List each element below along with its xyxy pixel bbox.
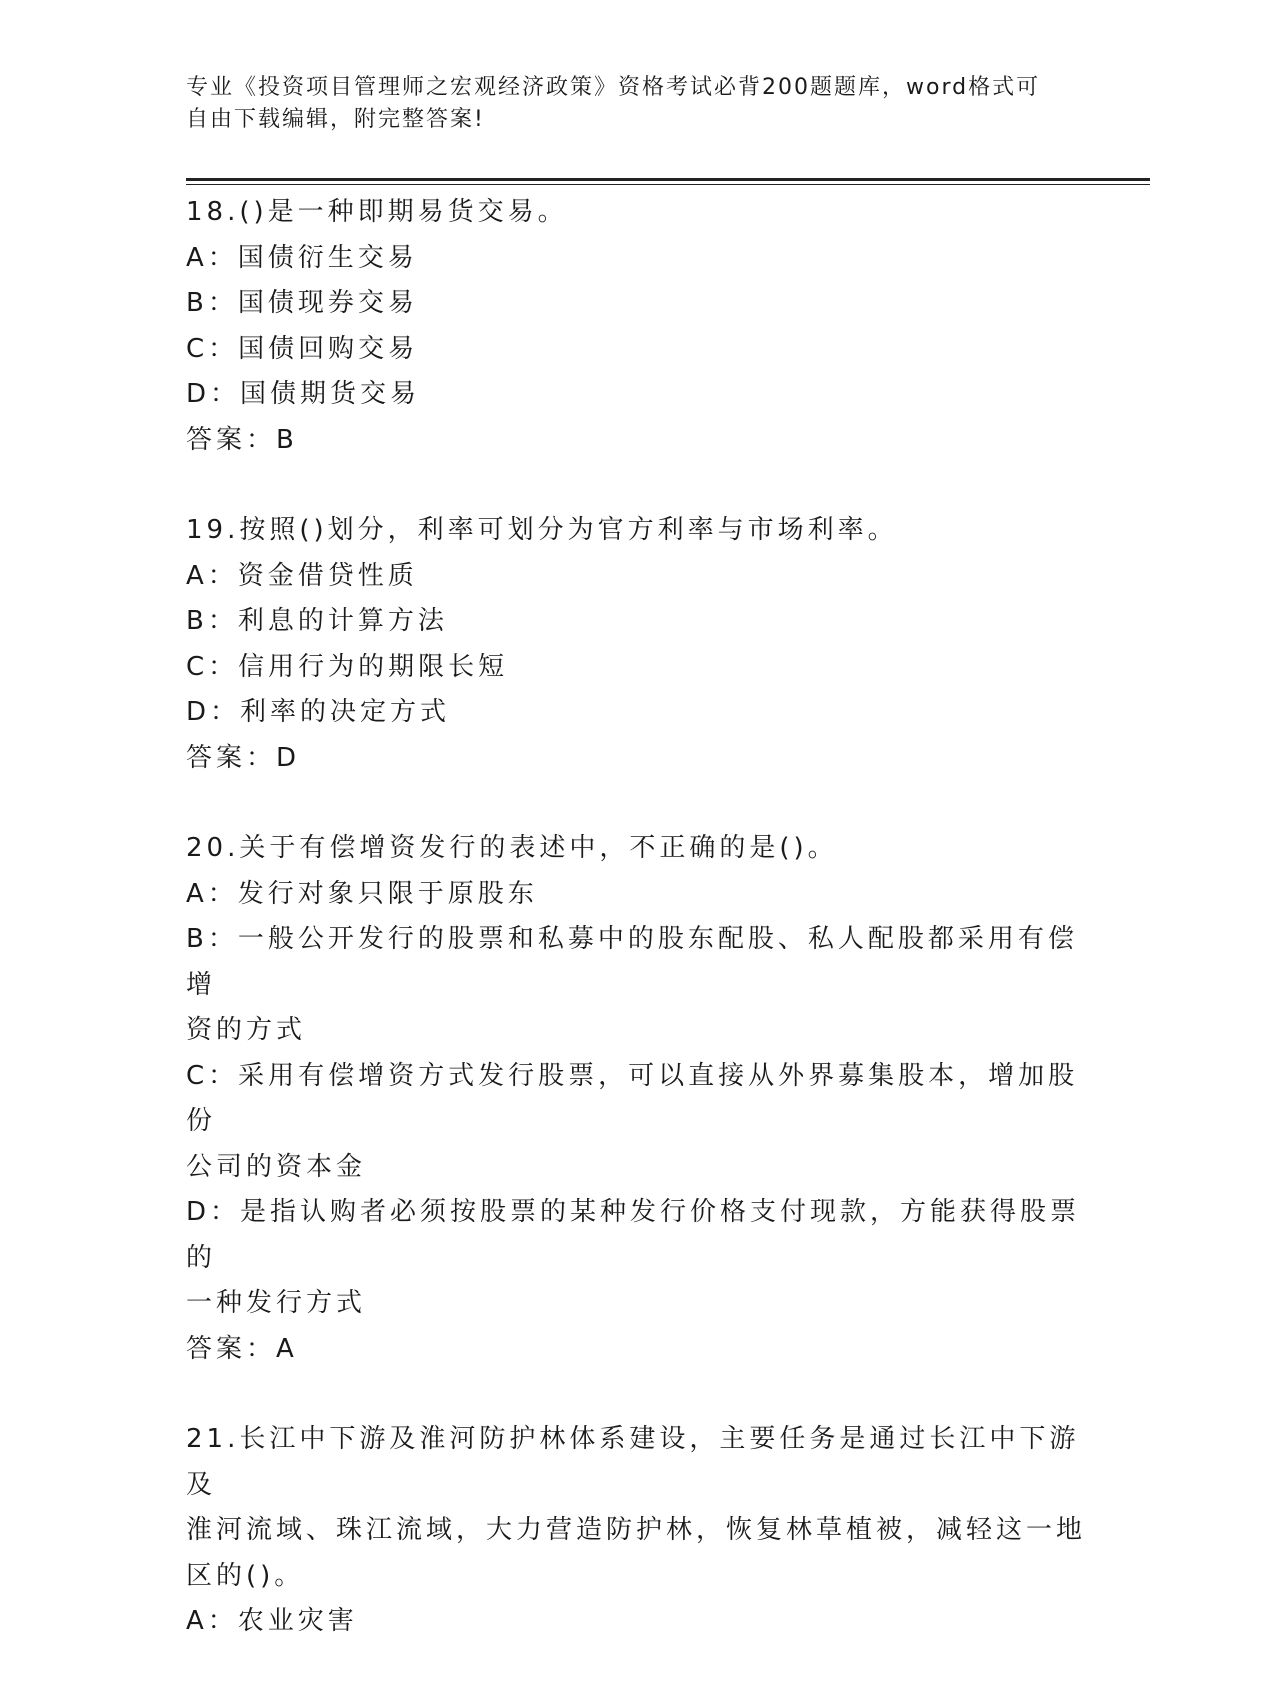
option-d: D：利率的决定方式 <box>186 697 451 727</box>
option-d-continued: 一种发行方式 <box>186 1288 367 1318</box>
question-stem-continued: 淮河流域、珠江流域，大力营造防护林，恢复林草植被，减轻这一地 <box>186 1515 1087 1545</box>
answer-text: 答案：A <box>186 1333 298 1364</box>
option-a: A：资金借贷性质 <box>186 560 418 591</box>
answer-text: 答案：B <box>186 424 298 455</box>
option-b: B：国债现券交易 <box>186 288 418 318</box>
option-d: D：是指认购者必须按股票的某种发行价格支付现款，方能获得股票的 <box>186 1197 1081 1273</box>
question-stem: 20.关于有偿增资发行的表述中，不正确的是()。 <box>186 833 838 863</box>
option-b: B：利息的计算方法 <box>186 606 448 636</box>
header-line: 自由下载编辑，附完整答案! <box>186 107 485 132</box>
question-stem: 18.()是一种即期易货交易。 <box>186 197 568 227</box>
option-c: C：信用行为的期限长短 <box>186 651 509 682</box>
option-a: A：农业灾害 <box>186 1606 358 1636</box>
answer-text: 答案：D <box>186 742 301 773</box>
header-divider-thick <box>186 178 1150 181</box>
option-b-continued: 资的方式 <box>186 1015 307 1045</box>
question-block <box>186 826 1086 1372</box>
option-c: C：采用有偿增资方式发行股票，可以直接从外界募集股本，增加股份 <box>186 1060 1079 1136</box>
option-c-continued: 公司的资本金 <box>186 1151 367 1182</box>
option-a: A：国债衍生交易 <box>186 242 418 273</box>
question-block <box>186 190 1086 463</box>
header-divider-thin <box>186 184 1150 185</box>
question-list <box>186 190 1086 1690</box>
option-b: B：一般公开发行的股票和私募中的股东配股、私人配股都采用有偿增 <box>186 924 1078 1000</box>
option-d: D：国债期货交易 <box>186 379 421 409</box>
question-stem: 19.按照()划分，利率可划分为官方利率与市场利率。 <box>186 515 898 545</box>
option-c: C：国债回购交易 <box>186 333 419 364</box>
question-block <box>186 508 1086 781</box>
question-block <box>186 1417 1086 1645</box>
question-stem-continued: 区的()。 <box>186 1560 305 1591</box>
question-stem: 21.长江中下游及淮河防护林体系建设，主要任务是通过长江中下游及 <box>186 1424 1080 1500</box>
option-a: A：发行对象只限于原股东 <box>186 878 538 909</box>
header-line: 专业《投资项目管理师之宏观经济政策》资格考试必背200题题库，word格式可 <box>186 75 1041 100</box>
document-header <box>186 72 1066 136</box>
